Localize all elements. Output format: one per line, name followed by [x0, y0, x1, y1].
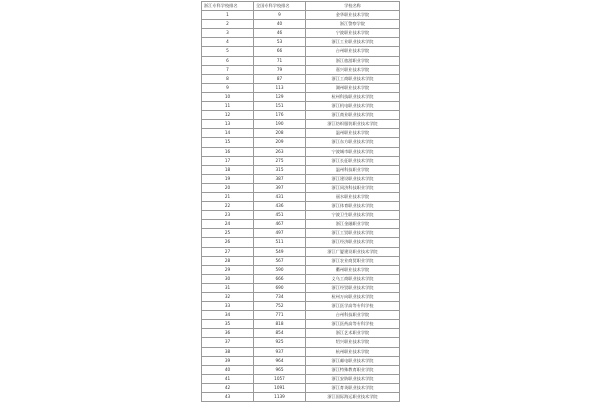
table-row — [202, 92, 400, 101]
table-row — [202, 56, 400, 65]
school-name-cell: 浙江育英职业技术学院 — [306, 383, 400, 392]
national-rank-cell: 113 — [254, 83, 306, 92]
header-national-rank: 全国专科学校排名 — [254, 2, 306, 11]
national-rank-cell: 436 — [254, 202, 306, 211]
school-name-cell: 宁波职业技术学院 — [306, 29, 400, 38]
table-row — [202, 192, 400, 201]
school-name-cell: 浙江特殊教育职业学院 — [306, 365, 400, 374]
school-name-cell: 浙江纺织服装职业技术学院 — [306, 120, 400, 129]
table-row — [202, 347, 400, 356]
school-name-cell: 浙江建设职业技术学院 — [306, 174, 400, 183]
table-row — [202, 120, 400, 129]
province-rank-cell: 41 — [202, 374, 254, 383]
province-rank-cell: 24 — [202, 220, 254, 229]
school-name-cell: 绍兴职业技术学院 — [306, 338, 400, 347]
national-rank-cell: 176 — [254, 111, 306, 120]
province-rank-cell: 14 — [202, 129, 254, 138]
national-rank-cell: 752 — [254, 302, 306, 311]
ranking-table — [201, 1, 400, 402]
table-row — [202, 174, 400, 183]
province-rank-cell: 28 — [202, 256, 254, 265]
school-name-cell: 浙江艺术职业学院 — [306, 329, 400, 338]
school-name-cell: 嘉兴职业技术学院 — [306, 65, 400, 74]
table-row — [202, 293, 400, 302]
national-rank-cell: 263 — [254, 147, 306, 156]
province-rank-cell: 34 — [202, 311, 254, 320]
school-name-cell: 浙江经贸职业技术学院 — [306, 283, 400, 292]
national-rank-cell: 818 — [254, 320, 306, 329]
province-rank-cell: 30 — [202, 274, 254, 283]
school-name-cell: 杭州科技职业技术学院 — [306, 92, 400, 101]
province-rank-cell: 15 — [202, 138, 254, 147]
province-rank-cell: 32 — [202, 293, 254, 302]
province-rank-cell: 27 — [202, 247, 254, 256]
table-row — [202, 238, 400, 247]
school-name-cell: 台州职业技术学院 — [306, 47, 400, 56]
school-name-cell: 浙江机电职业技术学院 — [306, 102, 400, 111]
table-row — [202, 147, 400, 156]
province-rank-cell: 9 — [202, 83, 254, 92]
school-name-cell: 浙江同济科技职业学院 — [306, 183, 400, 192]
national-rank-cell: 209 — [254, 138, 306, 147]
national-rank-cell: 387 — [254, 174, 306, 183]
table-header-row — [202, 2, 400, 11]
national-rank-cell: 451 — [254, 211, 306, 220]
table-row — [202, 202, 400, 211]
school-name-cell: 温州科技职业学院 — [306, 165, 400, 174]
table-row — [202, 111, 400, 120]
school-name-cell: 浙江农业商贸职业学院 — [306, 256, 400, 265]
national-rank-cell: 9 — [254, 11, 306, 20]
school-name-cell: 浙江安防职业技术学院 — [306, 374, 400, 383]
national-rank-cell: 666 — [254, 274, 306, 283]
school-name-cell: 湖州职业技术学院 — [306, 83, 400, 92]
table-row — [202, 11, 400, 20]
header-province-rank: 浙江专科学校排名 — [202, 2, 254, 11]
header-school-name: 学校名称 — [306, 2, 400, 11]
province-rank-cell: 19 — [202, 174, 254, 183]
province-rank-cell: 20 — [202, 183, 254, 192]
national-rank-cell: 690 — [254, 283, 306, 292]
province-rank-cell: 12 — [202, 111, 254, 120]
table-row — [202, 274, 400, 283]
province-rank-cell: 1 — [202, 11, 254, 20]
school-name-cell: 杭州万向职业技术学院 — [306, 293, 400, 302]
school-name-cell: 温州职业技术学院 — [306, 129, 400, 138]
school-name-cell: 浙江医学高等专科学校 — [306, 302, 400, 311]
national-rank-cell: 1139 — [254, 393, 306, 402]
national-rank-cell: 46 — [254, 29, 306, 38]
table-row — [202, 329, 400, 338]
school-name-cell: 浙江邮电职业技术学院 — [306, 356, 400, 365]
table-row — [202, 256, 400, 265]
table-row — [202, 220, 400, 229]
province-rank-cell: 42 — [202, 383, 254, 392]
table-row — [202, 138, 400, 147]
school-name-cell: 浙江旅游职业学院 — [306, 56, 400, 65]
school-name-cell: 浙江工业职业技术学院 — [306, 38, 400, 47]
province-rank-cell: 6 — [202, 56, 254, 65]
province-rank-cell: 35 — [202, 320, 254, 329]
national-rank-cell: 467 — [254, 220, 306, 229]
province-rank-cell: 37 — [202, 338, 254, 347]
national-rank-cell: 151 — [254, 102, 306, 111]
province-rank-cell: 39 — [202, 356, 254, 365]
table-row — [202, 320, 400, 329]
school-name-cell: 浙江广厦建设职业技术学院 — [306, 247, 400, 256]
province-rank-cell: 38 — [202, 347, 254, 356]
school-name-cell: 浙江警察学院 — [306, 20, 400, 29]
national-rank-cell: 549 — [254, 247, 306, 256]
national-rank-cell: 590 — [254, 265, 306, 274]
school-name-cell: 浙江商业职业技术学院 — [306, 111, 400, 120]
national-rank-cell: 511 — [254, 238, 306, 247]
table-row — [202, 74, 400, 83]
table-row — [202, 383, 400, 392]
province-rank-cell: 36 — [202, 329, 254, 338]
province-rank-cell: 18 — [202, 165, 254, 174]
province-rank-cell: 3 — [202, 29, 254, 38]
table-row — [202, 38, 400, 47]
national-rank-cell: 771 — [254, 311, 306, 320]
province-rank-cell: 21 — [202, 192, 254, 201]
national-rank-cell: 275 — [254, 156, 306, 165]
province-rank-cell: 16 — [202, 147, 254, 156]
school-name-cell: 浙江东方职业技术学院 — [306, 138, 400, 147]
table-row — [202, 29, 400, 38]
school-name-cell: 金华职业技术学院 — [306, 11, 400, 20]
school-name-cell: 浙江国际海运职业技术学院 — [306, 393, 400, 402]
province-rank-cell: 33 — [202, 302, 254, 311]
province-rank-cell: 25 — [202, 229, 254, 238]
national-rank-cell: 1057 — [254, 374, 306, 383]
table-row — [202, 302, 400, 311]
national-rank-cell: 208 — [254, 129, 306, 138]
table-row — [202, 365, 400, 374]
table-row — [202, 83, 400, 92]
national-rank-cell: 964 — [254, 356, 306, 365]
national-rank-cell: 854 — [254, 329, 306, 338]
table-row — [202, 211, 400, 220]
table-row — [202, 20, 400, 29]
table-row — [202, 247, 400, 256]
school-name-cell: 衢州职业技术学院 — [306, 265, 400, 274]
school-name-cell: 浙江金融职业学院 — [306, 220, 400, 229]
table-body — [202, 11, 400, 402]
school-name-cell: 丽水职业技术学院 — [306, 192, 400, 201]
school-name-cell: 浙江经济职业技术学院 — [306, 238, 400, 247]
table-row — [202, 374, 400, 383]
national-rank-cell: 315 — [254, 165, 306, 174]
province-rank-cell: 17 — [202, 156, 254, 165]
province-rank-cell: 26 — [202, 238, 254, 247]
national-rank-cell: 71 — [254, 56, 306, 65]
national-rank-cell: 129 — [254, 92, 306, 101]
national-rank-cell: 190 — [254, 120, 306, 129]
school-name-cell: 浙江工商职业技术学院 — [306, 74, 400, 83]
school-name-cell: 浙江长征职业技术学院 — [306, 156, 400, 165]
province-rank-cell: 5 — [202, 47, 254, 56]
province-rank-cell: 4 — [202, 38, 254, 47]
school-name-cell: 台州科技职业学院 — [306, 311, 400, 320]
table-row — [202, 65, 400, 74]
province-rank-cell: 29 — [202, 265, 254, 274]
table-row — [202, 283, 400, 292]
national-rank-cell: 40 — [254, 20, 306, 29]
table-row — [202, 102, 400, 111]
national-rank-cell: 965 — [254, 365, 306, 374]
school-name-cell: 杭州职业技术学院 — [306, 347, 400, 356]
table-row — [202, 165, 400, 174]
province-rank-cell: 7 — [202, 65, 254, 74]
national-rank-cell: 567 — [254, 256, 306, 265]
province-rank-cell: 43 — [202, 393, 254, 402]
national-rank-cell: 925 — [254, 338, 306, 347]
table-row — [202, 393, 400, 402]
school-name-cell: 宁波卫生职业技术学院 — [306, 211, 400, 220]
table-row — [202, 183, 400, 192]
national-rank-cell: 1091 — [254, 383, 306, 392]
national-rank-cell: 497 — [254, 229, 306, 238]
table-row — [202, 311, 400, 320]
table-row — [202, 229, 400, 238]
school-name-cell: 义乌工商职业技术学院 — [306, 274, 400, 283]
province-rank-cell: 31 — [202, 283, 254, 292]
school-name-cell: 宁波城市职业技术学院 — [306, 147, 400, 156]
school-name-cell: 浙江体育职业技术学院 — [306, 202, 400, 211]
national-rank-cell: 431 — [254, 192, 306, 201]
table-row — [202, 265, 400, 274]
province-rank-cell: 8 — [202, 74, 254, 83]
province-rank-cell: 11 — [202, 102, 254, 111]
national-rank-cell: 734 — [254, 293, 306, 302]
table-row — [202, 156, 400, 165]
national-rank-cell: 53 — [254, 38, 306, 47]
table-row — [202, 47, 400, 56]
province-rank-cell: 40 — [202, 365, 254, 374]
national-rank-cell: 66 — [254, 47, 306, 56]
national-rank-cell: 87 — [254, 74, 306, 83]
national-rank-cell: 397 — [254, 183, 306, 192]
table-row — [202, 338, 400, 347]
school-name-cell: 浙江医药高等专科学校 — [306, 320, 400, 329]
table-row — [202, 356, 400, 365]
province-rank-cell: 10 — [202, 92, 254, 101]
table-row — [202, 129, 400, 138]
province-rank-cell: 13 — [202, 120, 254, 129]
national-rank-cell: 79 — [254, 65, 306, 74]
province-rank-cell: 22 — [202, 202, 254, 211]
province-rank-cell: 2 — [202, 20, 254, 29]
school-name-cell: 浙江工贸职业技术学院 — [306, 229, 400, 238]
national-rank-cell: 937 — [254, 347, 306, 356]
province-rank-cell: 23 — [202, 211, 254, 220]
